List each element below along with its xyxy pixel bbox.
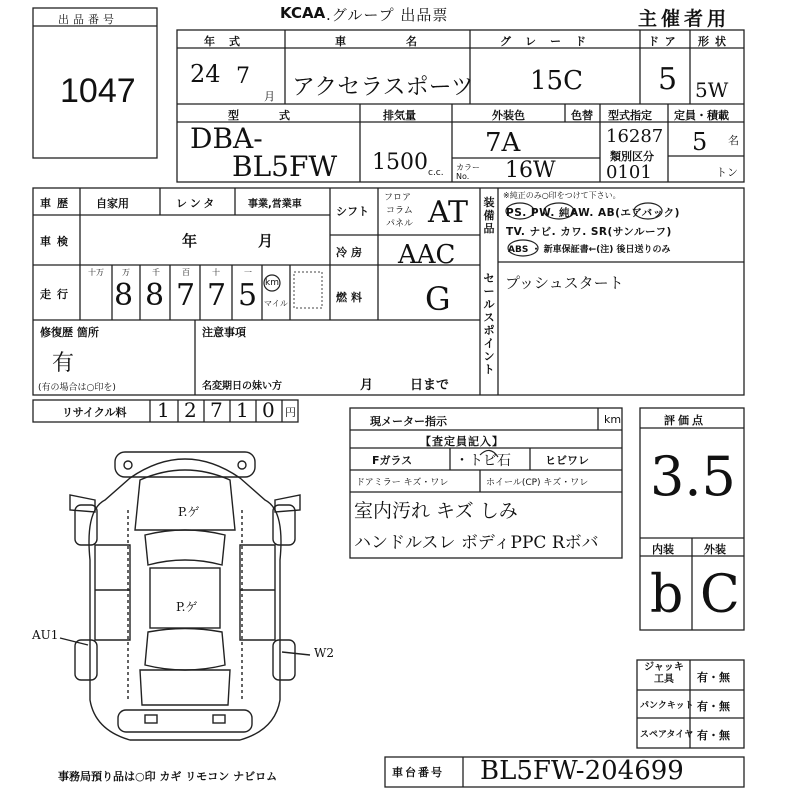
mileage-digit: 5	[238, 278, 258, 313]
fuel-value: G	[425, 280, 451, 318]
capacity-value: 5	[692, 128, 708, 156]
recycle-digit: 1	[236, 398, 249, 422]
inspector-note-1: 室内汚れ キズ しみ	[354, 500, 518, 522]
interior-label: 内装	[652, 543, 674, 556]
yen-unit: 円	[285, 406, 296, 419]
puncture-label: パンクキット	[640, 701, 694, 711]
history-label: 車歴	[40, 197, 74, 210]
shift-label: シフト	[336, 205, 369, 218]
type-spec-value: 16287	[606, 126, 664, 147]
repair-label: 修復歴 箇所	[40, 326, 99, 339]
mileage-digit: 8	[114, 278, 134, 313]
shift-floor: フロア	[384, 193, 412, 203]
equipment-row-2: TV. ナビ. カワ. SR(サンルーフ)	[506, 226, 672, 238]
puncture-yes-no: 有・無	[697, 700, 730, 713]
jack-yes-no: 有・無	[697, 671, 730, 684]
car-name-value: アクセラスポーツ	[292, 74, 474, 100]
displacement-label: 排気量	[383, 109, 416, 122]
mileage-digit: 7	[176, 278, 196, 313]
inspection-year: 年	[182, 232, 198, 250]
spare-label: スペアタイヤ	[640, 730, 694, 740]
doors-label: ドア	[648, 35, 682, 48]
unit-100k: 十万	[88, 268, 104, 277]
equipment-label: 装備品	[483, 196, 495, 235]
class-label: 類別区分	[610, 150, 654, 163]
history-private: 自家用	[96, 197, 129, 210]
recycle-digit: 1	[157, 398, 170, 422]
equipment-row-3: ABS ・ 新車保証書←(注) 後日送りのみ	[508, 245, 671, 255]
unit-100: 百	[182, 268, 190, 277]
notice-month: 月	[360, 378, 374, 393]
displacement-value: 1500	[372, 150, 428, 175]
shift-panel: パネル	[386, 219, 414, 229]
equipment-row-1: PS. PW. 純AW. AB(エアバック)	[506, 207, 680, 219]
unit-1k: 千	[152, 268, 160, 277]
wheel-label: ホイール(CP) キズ・ワレ	[486, 478, 589, 488]
body-value: 5W	[695, 78, 729, 102]
fuel-label: 燃料	[336, 291, 366, 304]
office-note: 事務局預り品は○印 カギ リモコン ナビロム	[58, 770, 278, 783]
sales-point-label: セールスポイント	[483, 272, 495, 376]
inspector-note-2: ハンドルスレ ボディPPC Rボバ	[354, 533, 599, 553]
damage-mark-right: W2	[314, 646, 334, 660]
damage-mark-left: AU1	[32, 628, 59, 642]
recycle-digit: 0	[262, 398, 275, 422]
name-change-deadline: 名変期日の妹い方	[202, 381, 282, 392]
month-unit: 月	[264, 90, 275, 103]
cc-unit: c.c.	[428, 168, 444, 178]
grade-label: グレード	[500, 35, 600, 48]
color-value: 7A	[485, 128, 521, 158]
notice-day: 日まで	[410, 378, 450, 393]
mileage-label: 走行	[40, 288, 74, 301]
chassis-value: BL5FW-204699	[480, 756, 684, 786]
history-business: 事業,営業車	[248, 199, 302, 210]
km-unit: km	[265, 278, 279, 288]
car-outline	[60, 452, 310, 740]
model-value-1: DBA-	[190, 122, 263, 155]
capacity-label: 定員・積載	[674, 109, 729, 122]
meter-unit: km	[604, 413, 622, 426]
color-change-label: 色替	[571, 109, 593, 122]
shift-value: AT	[428, 195, 469, 230]
score-value: 3.5	[650, 445, 736, 508]
mileage-digit: 8	[145, 278, 165, 313]
recycle-label: リサイクル料	[62, 406, 127, 419]
glass-label: Fガラス	[372, 454, 413, 467]
exterior-value: C	[700, 565, 740, 625]
damage-mark-roof: P.ゲ	[176, 600, 198, 614]
crack-label: ヒビワレ	[545, 454, 589, 467]
sales-point-value: プッシュスタート	[505, 274, 624, 292]
color-no-label: カラーNo.	[456, 163, 480, 181]
score-label: 評価点	[664, 414, 706, 427]
form-title: .グループ 出品票	[326, 6, 449, 24]
car-name-label: 車名	[335, 35, 477, 48]
inspection-month: 月	[258, 232, 274, 250]
year-label: 年式	[204, 35, 254, 48]
mile-unit: マイル	[264, 299, 288, 308]
ac-label: 冷房	[336, 246, 366, 259]
ton-unit: トン	[716, 166, 738, 179]
damage-mark-front: P.ゲ	[178, 505, 200, 519]
doors-value: 5	[658, 62, 678, 97]
recycle-digit: 7	[210, 398, 223, 422]
equipment-note: ※純正のみ○印をつけて下さい。	[503, 191, 621, 200]
organizer-use: 主催者用	[638, 8, 731, 30]
capacity-unit: 名	[728, 134, 739, 147]
shift-column: コラム	[386, 206, 413, 216]
model-value-2: BL5FW	[232, 150, 338, 183]
repair-value: 有	[52, 351, 75, 376]
unit-10: 十	[212, 268, 220, 277]
meter-label: 現メーター指示	[370, 415, 447, 428]
chassis-label: 車台番号	[392, 766, 444, 779]
inspector-label: 【査定員記入】	[420, 435, 504, 448]
interior-value: b	[650, 565, 684, 625]
recycle-digit: 2	[184, 398, 197, 422]
unit-1: 一	[244, 268, 252, 277]
history-rental: レンタ	[176, 197, 218, 210]
mileage-digit: 7	[207, 278, 227, 313]
type-spec-label: 型式指定	[608, 109, 652, 122]
grade-value: 15C	[530, 66, 583, 96]
model-label: 型式	[228, 109, 330, 122]
lot-label: 出品番号	[58, 13, 118, 26]
glass-marks: ・トビ石	[455, 453, 511, 469]
year-value: 24	[190, 60, 221, 88]
unit-10k: 万	[122, 268, 130, 277]
color-no-value: 16W	[505, 158, 556, 183]
kcaa-logo: KCAA	[280, 4, 326, 22]
exterior-label: 外装	[704, 543, 726, 556]
ac-value: AAC	[398, 240, 456, 270]
color-label: 外装色	[492, 109, 525, 122]
inspection-label: 車検	[40, 235, 74, 248]
jack-label: ジャッキ 工具	[644, 662, 684, 685]
mirror-label: ドアミラー キズ・ワレ	[356, 478, 449, 488]
lot-number: 1047	[60, 72, 136, 110]
notice-label: 注意事項	[202, 326, 246, 339]
repair-note: (有の場合は○印を)	[38, 383, 116, 393]
spare-yes-no: 有・無	[697, 729, 730, 742]
month-value: 7	[236, 64, 250, 89]
class-value: 0101	[606, 162, 652, 183]
body-label: 形状	[698, 35, 732, 48]
